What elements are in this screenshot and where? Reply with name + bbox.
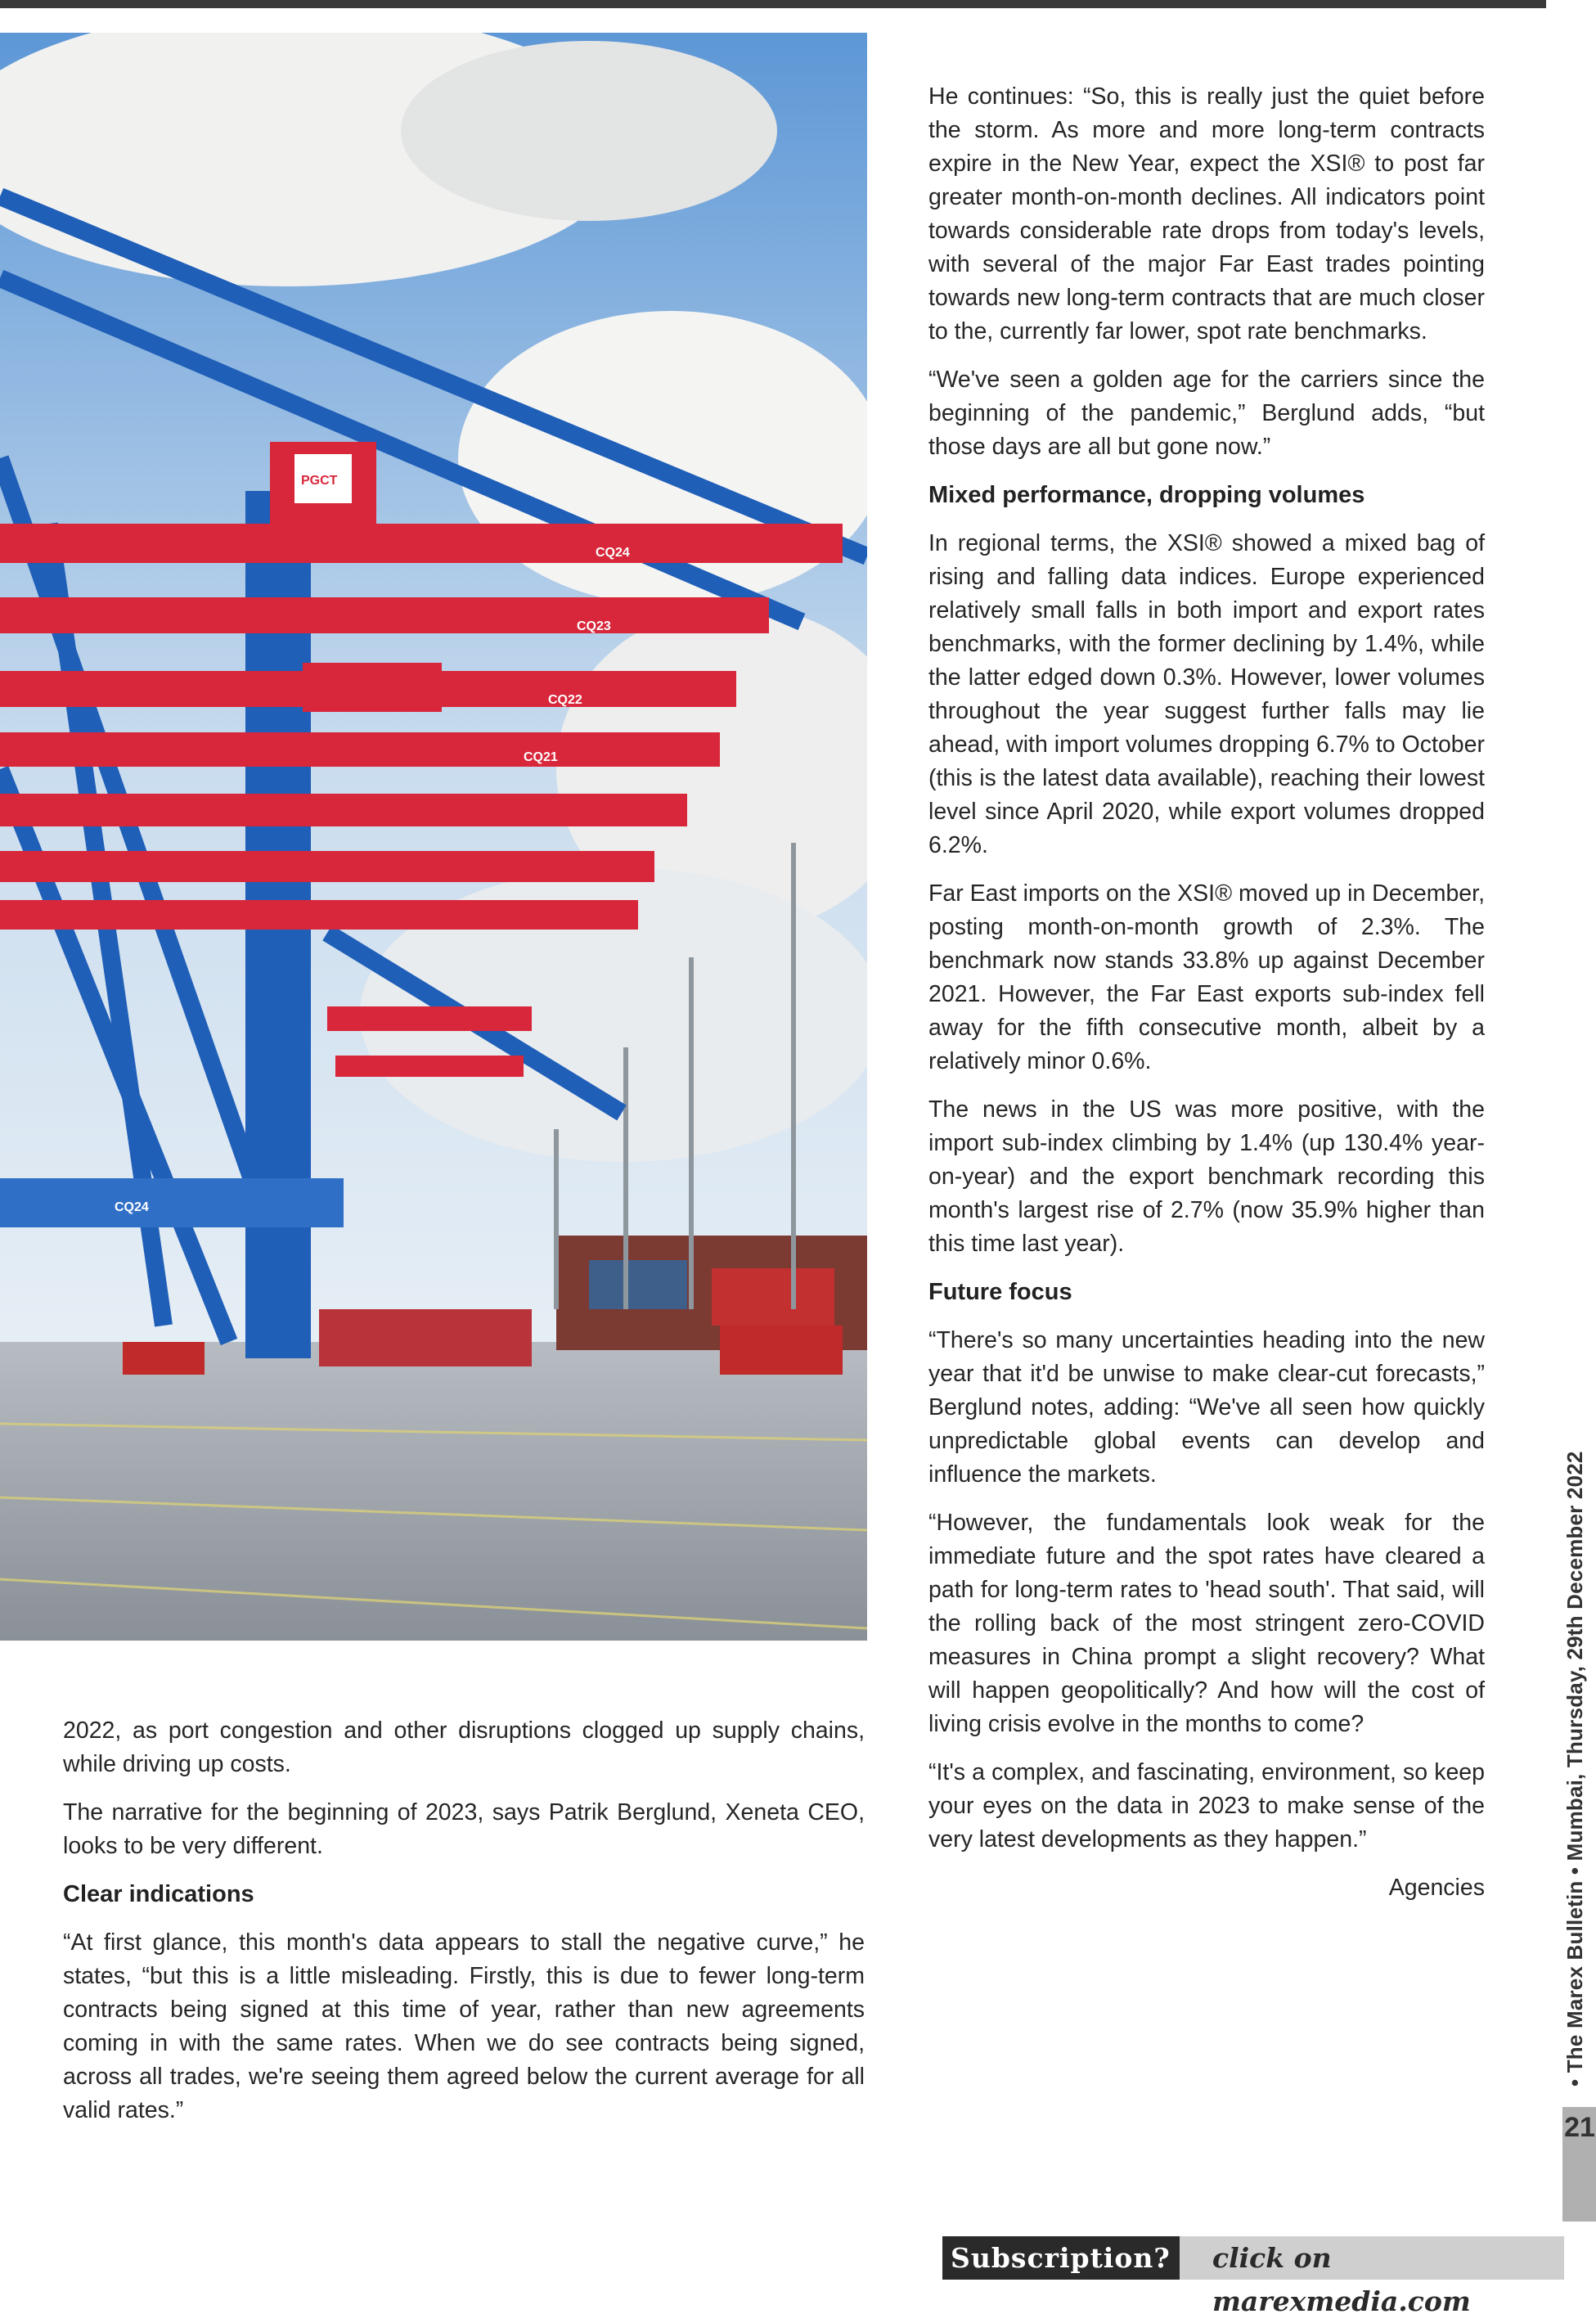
page-number: 21	[1564, 2112, 1595, 2143]
paragraph: The news in the US was more positive, with the import sub-index climbing by 1.4% (up 130.4% year-on-year) and the export benchmark recording this month's largest rise of 2.7% (now 35.9% higher than this time last year).	[928, 1096, 1485, 1257]
paragraph: “There's so many uncertainties heading into the new year that it'd be unwise to make clear-cut forecasts,” Berglund notes, adding: “We've all seen how quickly unpredictable global events can develop and influence the markets.	[928, 1327, 1485, 1488]
paragraph: “We've seen a golden age for the carriers since the beginning of the pandemic,” Berglund adds, “but those days are all but gone now.”	[928, 367, 1485, 460]
crane-label: CQ22	[548, 693, 582, 707]
port-crane-illustration	[0, 33, 867, 1641]
paragraph: “It's a complex, and fascinating, environment, so keep your eyes on the data in 2023 to make sense of the very latest developments as they happen.”	[928, 1759, 1485, 1853]
paragraph: He continues: “So, this is really just the quiet before the storm. As more and more long-term contracts expire in the New Year, expect the XSI® to post far greater month-on-month declines. All indicators point towards considerable rate drops from today's levels, with several of the major Far East trades pointing towards new long-term contracts that are much closer to the, currently far lower, spot rate benchmarks.	[928, 83, 1485, 344]
section-heading: Mixed performance, dropping volumes	[928, 482, 1365, 508]
paragraph: The narrative for the beginning of 2023, says Patrik Berglund, Xeneta CEO, looks to be very different.	[63, 1799, 865, 1859]
paragraph: 2022, as port congestion and other disruptions clogged up supply chains, while driving up costs.	[63, 1717, 865, 1777]
paragraph: “At first glance, this month's data appears to stall the negative curve,” he states, “but this is a little misleading. Firstly, this is due to fewer long-term contracts being signed at this time of year, rather than new agreements coming in with the same rates. When we do see contracts being signed, across all trades, we're seeing them agreed below the current average for all valid rates.”	[63, 1929, 865, 2123]
byline: Agencies	[1388, 1875, 1485, 1901]
crane-label: CQ23	[577, 619, 611, 633]
paragraph: Far East imports on the XSI® moved up in December, posting month-on-month growth of 2.3%. The benchmark now stands 33.8% up against December 2021. However, the Far East exports sub-index fell away for the fifth consecutive month, albeit by a relatively minor 0.6%.	[928, 880, 1485, 1074]
paragraph: “However, the fundamentals look weak for the immediate future and the spot rates have cleared a path for long-term rates to 'head south'. That said, will the rolling back of the most stringent zero-COVID measures in China prompt a slight recovery? What will happen geopolitically? And how will the cost of living crisis evolve in the months to come?	[928, 1510, 1485, 1737]
paragraph: In regional terms, the XSI® showed a mixed bag of rising and falling data indices. Europe experienced relatively small falls in both import and export rates benchmarks, with the former declining by 1.4%, while the latter edged down 0.3%. However, lower volumes throughout the year suggest further falls may lie ahead, with import volumes dropping 6.7% to October (this is the latest data available), reaching their lowest level since April 2020, while export volumes dropped 6.2%.	[928, 530, 1485, 858]
article-right-column	[928, 80, 1485, 1920]
section-heading: Future focus	[928, 1279, 1072, 1305]
top-rule	[0, 0, 1546, 8]
website-link[interactable]: click on marexmedia.com	[1212, 2242, 1471, 2317]
port-crane-photo	[0, 33, 867, 1641]
article-left-column	[63, 1714, 865, 2142]
subscription-label: Subscription?	[951, 2242, 1171, 2274]
section-heading: Clear indications	[63, 1881, 254, 1907]
publication-caption: • The Marex Bulletin • Mumbai, Thursday, 29th December 2022	[1562, 1451, 1587, 2087]
terminal-logo: PGCT	[301, 474, 338, 488]
crane-label: CQ24	[596, 546, 630, 560]
crane-label: CQ21	[524, 750, 558, 764]
crane-label: CQ24	[115, 1200, 149, 1214]
